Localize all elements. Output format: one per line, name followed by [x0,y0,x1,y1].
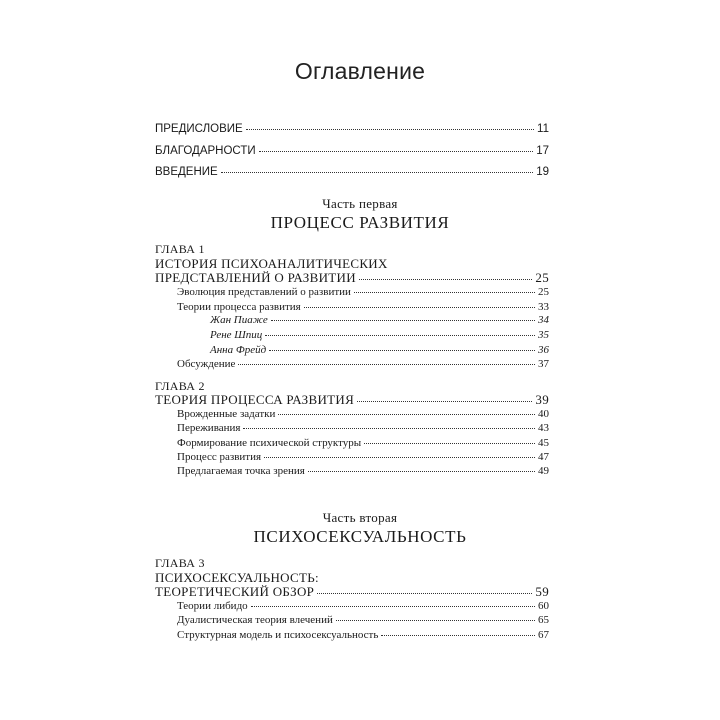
toc-page-number: 19 [536,166,549,178]
toc-entry-chapter-1[interactable] [155,271,549,284]
toc-page-number: 40 [538,408,549,420]
toc-entry-label: ПРЕДСТАВЛЕНИЙ О РАЗВИТИИ [155,270,356,285]
dot-leader [259,151,534,152]
dot-leader [243,428,535,429]
chapter-1-label: ГЛАВА 1 [155,242,205,256]
chapter-2-label: ГЛАВА 2 [155,379,205,393]
toc-entry-label: ТЕОРЕТИЧЕСКИЙ ОБЗОР [155,584,315,599]
toc-entry-section[interactable] [177,452,549,463]
toc-entry-label: Процесс развития [177,451,262,463]
part-1-title: ПРОЦЕСС РАЗВИТИЯ [270,213,450,232]
toc-page-number: 37 [538,358,549,370]
dot-leader [357,401,532,402]
toc-page-number: 47 [538,451,549,463]
toc-entry-subsection[interactable] [210,315,549,326]
toc-entry-label: БЛАГОДАРНОСТИ [155,145,256,157]
chapter-3-label: ГЛАВА 3 [155,556,205,570]
toc-entry-section[interactable] [177,438,549,449]
toc-page-number: 59 [535,584,549,599]
dot-leader [354,292,535,293]
toc-entry-label: Теории либидо [177,600,248,612]
toc-entry-subsection[interactable] [210,330,549,341]
toc-entry-label: Жан Пиаже [210,314,268,326]
toc-entry-section[interactable] [177,359,549,370]
dot-leader [304,307,535,308]
toc-entry-chapter-3[interactable] [155,585,549,598]
dot-leader [364,443,535,444]
toc-entry-label: Дуалистическая теория влечений [177,614,333,626]
toc-entry-label: Структурная модель и психосексуальность [177,629,379,641]
toc-page-number: 39 [535,392,549,407]
dot-leader [269,350,535,351]
toc-page-number: 35 [538,329,549,341]
dot-leader [271,320,535,321]
toc-entry-label: Обсуждение [177,358,236,370]
toc-page-number: 17 [536,145,549,157]
dot-leader [381,635,535,636]
dot-leader [221,172,533,173]
toc-entry-label: Эволюция представлений о развитии [177,286,351,298]
dot-leader [308,471,535,472]
toc-page-number: 65 [538,614,549,626]
dot-leader [246,129,534,130]
toc-entry-label: Рене Шпиц [210,329,263,341]
dot-leader [278,414,535,415]
toc-entry-preface[interactable] [155,124,549,136]
toc-page-number: 45 [538,437,549,449]
toc-entry-introduction[interactable] [155,167,549,179]
toc-entry-label: Анна Фрейд [210,344,267,356]
dot-leader [251,606,535,607]
part-2-label: Часть вторая [322,510,398,525]
toc-page-number: 25 [538,286,549,298]
chapter-3-title-line-1: ПСИХОСЕКСУАЛЬНОСТЬ: [155,570,319,585]
toc-page-number: 34 [538,314,549,326]
part-1-label: Часть первая [322,196,398,211]
toc-page-number: 33 [538,301,549,313]
toc-page-number: 49 [538,465,549,477]
toc-entry-acknowledgements[interactable] [155,146,549,158]
toc-entry-chapter-2[interactable] [155,393,549,406]
toc-page-number: 67 [538,629,549,641]
toc-page-number: 11 [537,123,549,135]
toc-entry-label: Теории процесса развития [177,301,301,313]
toc-entry-section[interactable] [177,615,549,626]
chapter-1-title-line-1: ИСТОРИЯ ПСИХОАНАЛИТИЧЕСКИХ [155,256,388,271]
dot-leader [265,335,535,336]
toc-page-number: 60 [538,600,549,612]
toc-page-number: 43 [538,422,549,434]
toc-entry-section[interactable] [177,466,549,477]
dot-leader [317,593,532,594]
toc-entry-label: Врожденные задатки [177,408,276,420]
toc-entry-label: Формирование психической структуры [177,437,362,449]
dot-leader [336,620,535,621]
toc-entry-label: ТЕОРИЯ ПРОЦЕССА РАЗВИТИЯ [155,392,355,407]
toc-entry-section[interactable] [177,630,549,641]
toc-entry-subsection[interactable] [210,345,549,356]
toc-entry-section[interactable] [177,601,549,612]
dot-leader [264,457,535,458]
toc-entry-section[interactable] [177,409,549,420]
toc-entry-label: ПРЕДИСЛОВИЕ [155,123,243,135]
toc-entry-section[interactable] [177,302,549,313]
toc-entry-label: Переживания [177,422,241,434]
toc-title: Оглавление [294,58,426,84]
toc-entry-section[interactable] [177,423,549,434]
dot-leader [238,364,535,365]
toc-page-number: 36 [538,344,549,356]
toc-entry-label: ВВЕДЕНИЕ [155,166,218,178]
part-2-title: ПСИХОСЕКСУАЛЬНОСТЬ [253,527,467,546]
toc-page-number: 25 [535,270,549,285]
toc-entry-section[interactable] [177,287,549,298]
dot-leader [359,279,533,280]
toc-entry-label: Предлагаемая точка зрения [177,465,305,477]
